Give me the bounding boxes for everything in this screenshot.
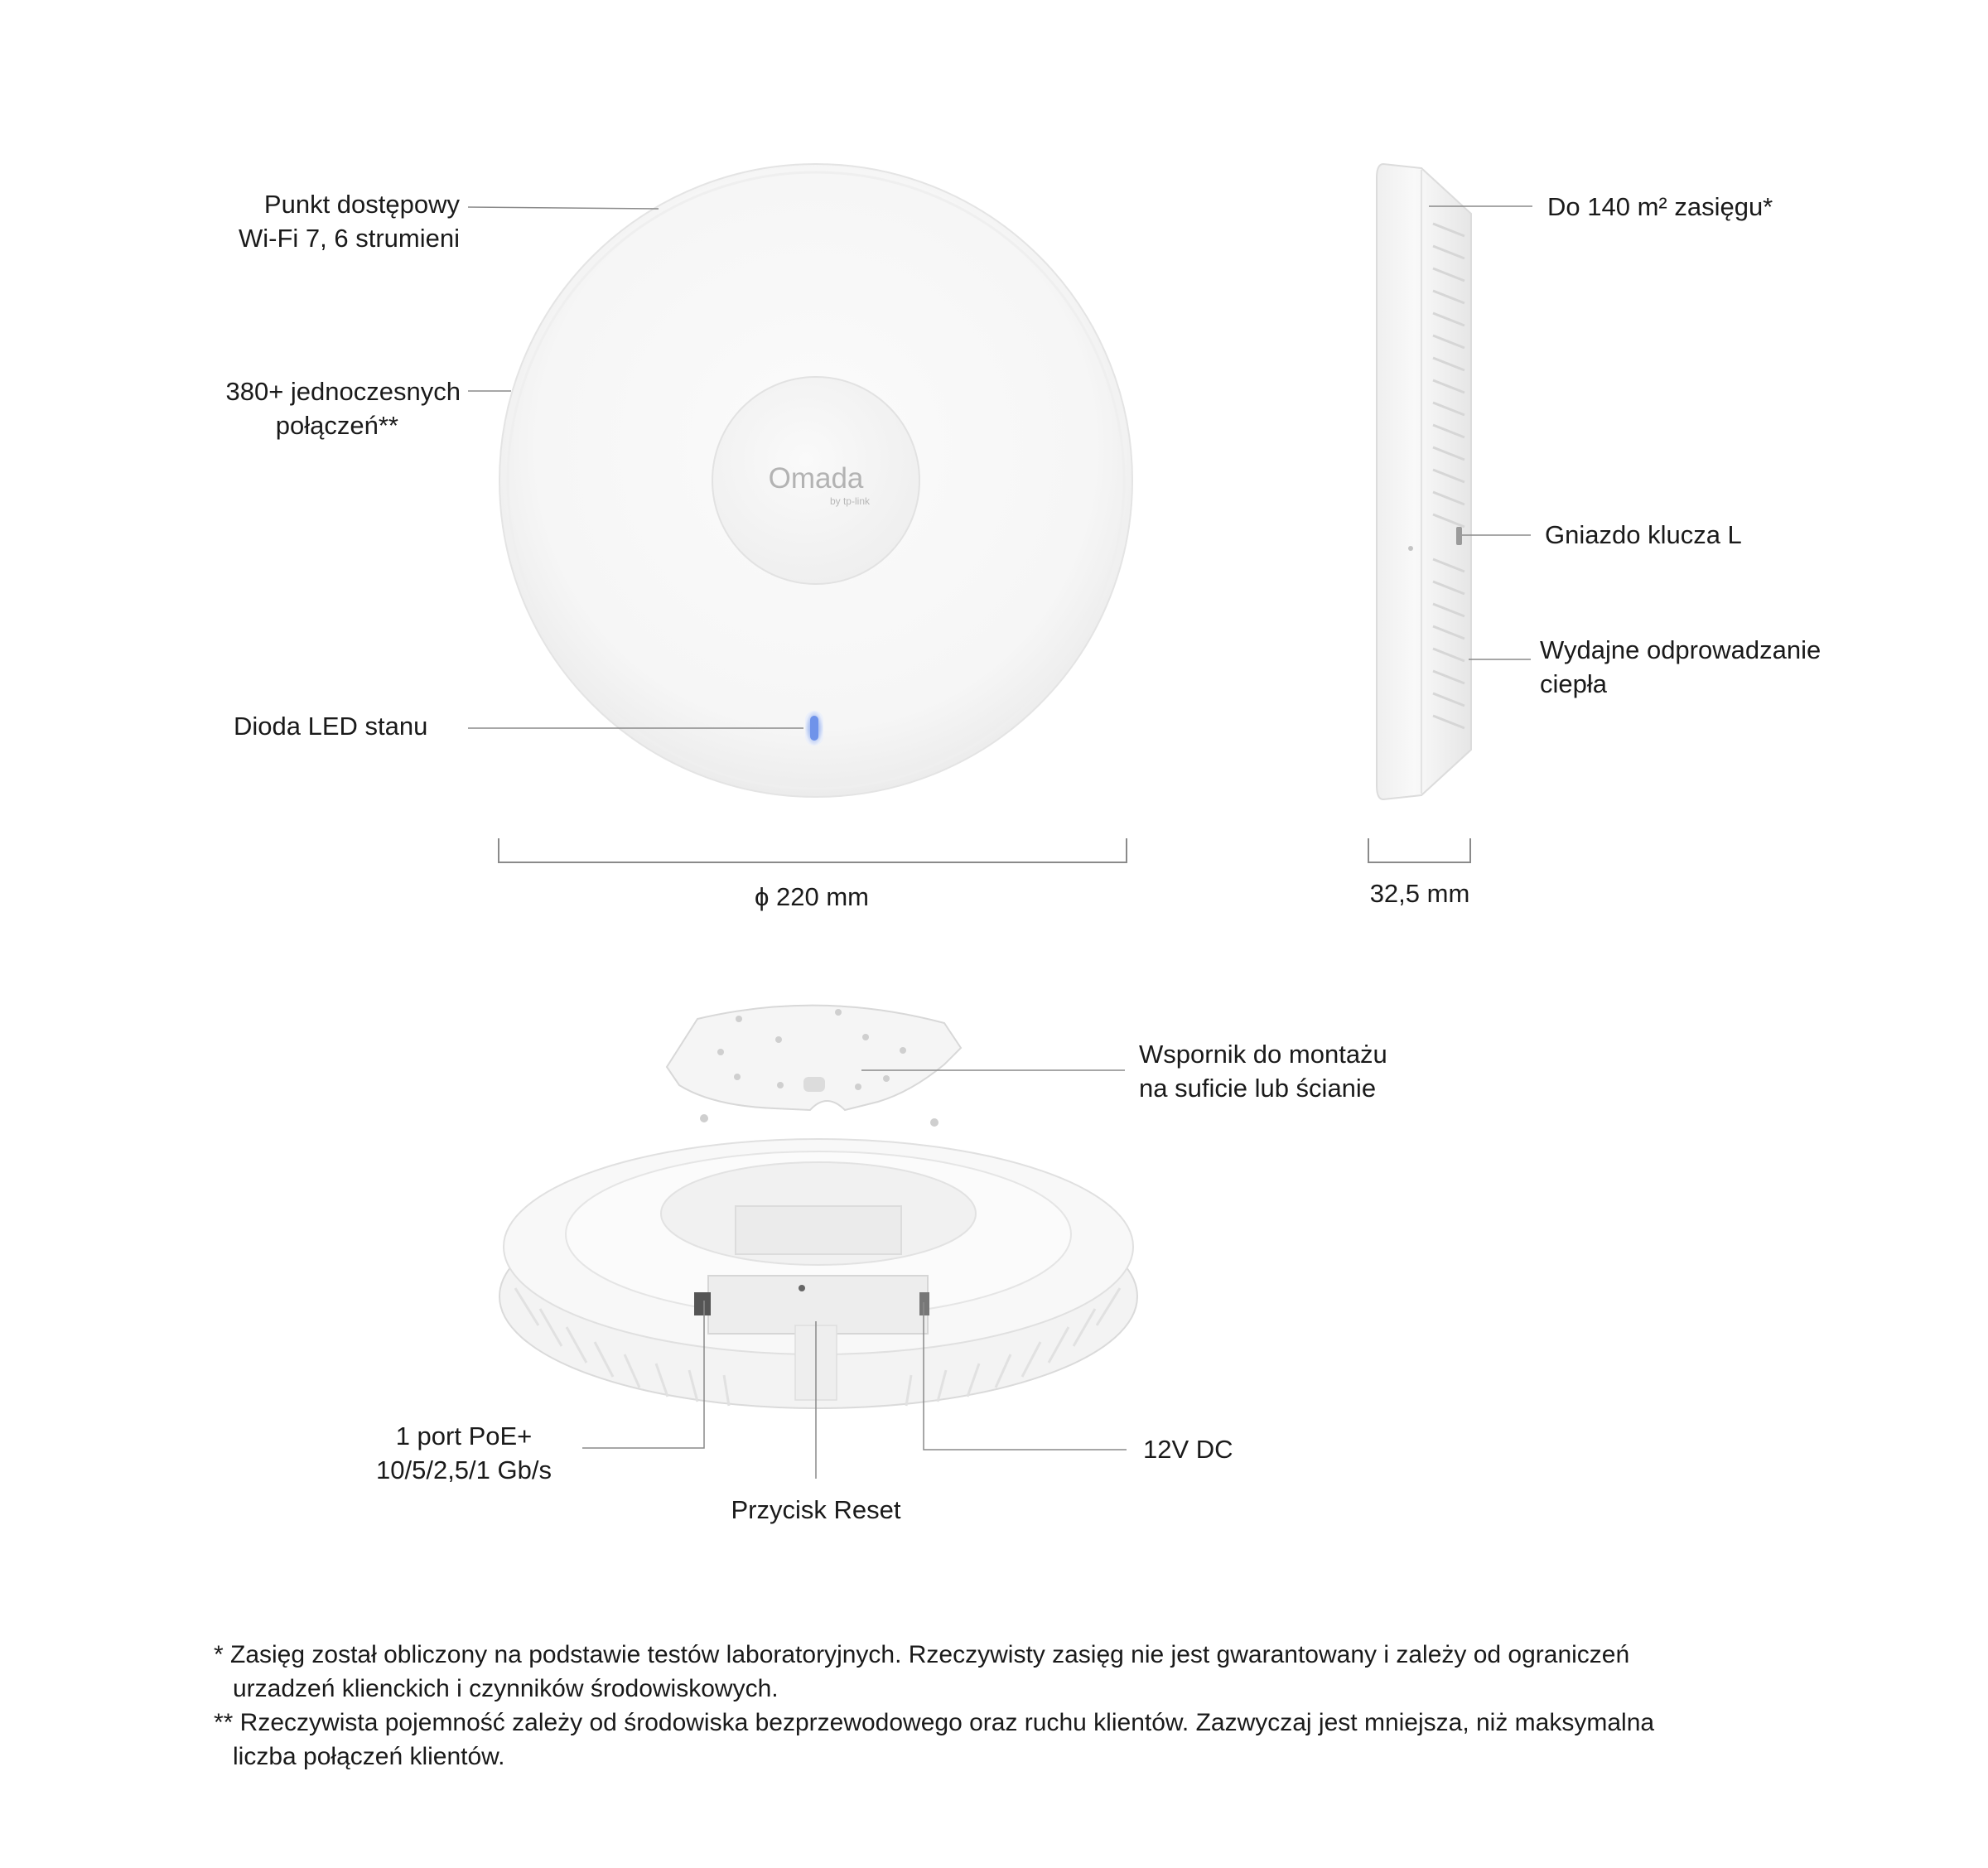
heat-label-line2: ciepła xyxy=(1540,669,1607,698)
poe-label xyxy=(348,1419,580,1487)
bottom-view xyxy=(499,1006,1137,1479)
heat-label xyxy=(1540,633,1821,701)
thickness-bracket xyxy=(1368,838,1470,862)
coverage-label xyxy=(1547,190,1773,224)
mount-label-line1: Wspornik do montażu xyxy=(1139,1040,1387,1069)
poe-label-line1: 1 port PoE+ xyxy=(395,1422,533,1450)
omada-logo: Omada xyxy=(768,462,864,495)
footnote-2-line2: liczba połączeń klientów. xyxy=(233,1743,505,1770)
lock-slot-icon xyxy=(1456,527,1462,545)
reset-button-icon xyxy=(799,1285,805,1291)
ethernet-port-icon xyxy=(694,1292,711,1315)
dc-label xyxy=(1143,1432,1233,1466)
lock-slot-label-text: Gniazdo klucza L xyxy=(1545,520,1742,549)
diameter-label-text: ϕ 220 mm xyxy=(755,882,869,911)
dc-label-text: 12V DC xyxy=(1143,1435,1233,1464)
led-label xyxy=(234,709,427,743)
connections-label xyxy=(166,374,461,442)
side-pinhole xyxy=(1408,546,1413,551)
reset-label-text: Przycisk Reset xyxy=(731,1495,901,1524)
ap-label-line1: Punkt dostępowy xyxy=(263,190,460,219)
reset-label xyxy=(692,1493,940,1527)
mount-label-line2: na suficie lub ścianie xyxy=(1139,1074,1377,1103)
footnote-2-line1: ** Rzeczywista pojemność zależy od środowiska bezprzewodowego oraz ruchu klientów. Zazwyczaj jest mniejsza, niż maksymalna xyxy=(214,1709,1655,1736)
dc-port-icon xyxy=(919,1292,929,1315)
mount-label xyxy=(1139,1037,1387,1105)
mount-bracket xyxy=(667,1006,961,1110)
ap-label xyxy=(166,187,460,255)
connections-label-line2: połączeń** xyxy=(275,411,398,440)
heat-label-line1: Wydajne odprowadzanie xyxy=(1540,635,1822,664)
poe-label-line2: 10/5/2,5/1 Gb/s xyxy=(376,1455,552,1484)
ap-label-line2: Wi-Fi 7, 6 strumieni xyxy=(239,224,460,253)
lock-slot-label xyxy=(1545,518,1742,552)
thickness-label-text: 32,5 mm xyxy=(1369,879,1470,908)
status-led-icon xyxy=(810,716,818,741)
side-view xyxy=(1368,164,1532,862)
led-label-text: Dioda LED stanu xyxy=(234,712,428,741)
coverage-label-text: Do 140 m² zasięgu* xyxy=(1547,192,1773,221)
front-view xyxy=(468,164,1132,862)
footnote-1-line2: urzadzeń klienckich i czynników środowiskowych. xyxy=(233,1675,779,1702)
tp-link-logo: by tp-link xyxy=(829,495,870,507)
connections-label-line1: 380+ jednoczesnych xyxy=(225,377,461,406)
diameter-label xyxy=(688,880,936,914)
diameter-bracket xyxy=(499,838,1127,862)
thickness-label xyxy=(1337,876,1503,910)
bracket-keyhole xyxy=(803,1077,825,1092)
footnotes xyxy=(214,1638,1837,1774)
product-label-area xyxy=(736,1206,901,1254)
ap-callout-line xyxy=(468,207,659,209)
footnote-1-line1: * Zasięg został obliczony na podstawie testów laboratoryjnych. Rzeczywisty zasięg nie jest gwarantowany i zależy od ograniczeń xyxy=(214,1641,1630,1668)
